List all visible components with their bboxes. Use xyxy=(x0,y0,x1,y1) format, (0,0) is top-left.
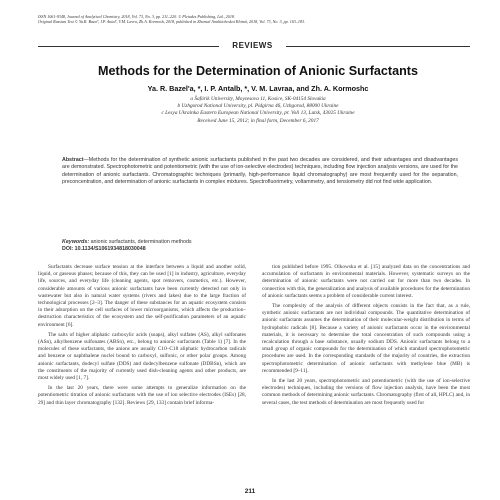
doi: DOI: 10.1134/S1061934818030048 xyxy=(62,246,146,253)
paragraph: Surfactants decrease surface tension at the interface between a liquid and another solid, liquid, or gaseous phases; because of this, they can be used [1] in industry, agriculture, everyday life, sources, and everyday life (cleaning agents, spot removers, cosmetics, etc.). However, considerable amounts of various anionic surfactants have been currently detected not only in wastewater but also in natural water systems (rivers and lakes) due to the large fraction of technological processes [2–3]. The danger of these substances for an aquatic ecosystem consists in their adsorption on the cell surfaces of lower microorganisms, which affects the production–destruction characteristics of the ecosystem and the self-purification parameters of an aquatic environment [6]. xyxy=(38,264,246,328)
article-title: Methods for the Determination of Anionic Surfactants xyxy=(98,64,418,78)
abstract xyxy=(62,157,458,187)
journal-header-line: ISSN 1061-9348, Journal of Analytical Chemistry, 2018, Vol. 73, No. 3, pp. 211–220. © Pleiades Publishing, Ltd., 2018. xyxy=(38,14,235,19)
received-date: Received June 15, 2012; in final form, December 6, 2017 xyxy=(197,117,319,124)
body-column-right xyxy=(262,264,470,490)
affiliation: c Lesya Ukrainka Eastern European National University, pr. Voli 13, Lutsk, 43025 Ukraine xyxy=(161,110,355,117)
keywords-label: Keywords: xyxy=(62,239,90,245)
journal-header xyxy=(38,14,478,25)
affiliation: b Uzhgorod National University, pl. Pidgirna 46, Uzhgorod, 88000 Ukraine xyxy=(177,103,339,110)
body-column-left xyxy=(38,264,246,490)
abstract-text: —Methods for the determination of synthetic anionic surfactants published in the past two decades are considered, and their advantages and disadvantages are demonstrated. Spectrophotometric and potentiometric (with the use of ion-selective electrodes) techniques, including flow injection analysis versions, are used for the determination of anionic surfactants. Chromatographic techniques (primarily, high-performance liquid chromatography) are most frequently used for the separation, preconcentration, and determination of anionic surfactants in complex mixtures. Spectrofluorimetry, voltammetry, and tensiometry did not find wide application. xyxy=(62,157,459,186)
paragraph: The salts of higher aliphatic carboxylic acids (soaps), alkyl sulfates (AS), alkyl sulfonates (ASn), alkylbenzene sulfonates (ABSn), etc., belong to anionic surfactants (Table 1) [7]. In the molecules of these surfactants, the anions are usually C10–C18 aliphatic hydrocarbon radicals and benzene or naphthalene nuclei bound to carboxyl, sulfonic, or other polar groups. Among anionic surfactants, dodecyl sulfate (DDS) and dodecylbenzene sulfonate (DDBSn), which are the constituents of the majority of currently used dish-cleaning agents and other products, are most widely used [1, 7]. xyxy=(38,331,246,382)
article-authors: Ya. R. Bazel'a, *, I. P. Antalb, *, V. M. Lavraa, and Zh. A. Kormoshc xyxy=(147,84,369,93)
section-label: REVIEWS xyxy=(232,41,273,50)
paragraph: tion published before 1995. Olkowska et al. [15] analyzed data on the concentrations and accumulation of surfactants in environmental materials. However, systematic surveys on the determination of anionic surfactants were not carried out for more than two decades. In connection with this, the generalization and analysis of available procedures for the determination of anionic surfactants seems a problem of considerable current interest. xyxy=(262,264,470,299)
section-rule-left xyxy=(38,46,219,47)
journal-header-line: Original Russian Text © Ya.R. Bazel', I.P. Antal', V.M. Lavra, Zh.A. Kormosh, 2018, published in Zhurnal Analiticheskoi Khimii, 2018, Vol. 73, No. 3, pp. 163–183. xyxy=(38,19,306,25)
affiliations xyxy=(38,96,478,125)
page-number: 211 xyxy=(244,488,256,495)
affiliation: a Šafárik University, Moyzesova 11, Kosice, SK-04154 Slovakia xyxy=(190,96,326,102)
paragraph: In the last 20 years, spectrophotometric and potentiometric (with the use of ion-selective electrodes) techniques, including the versions of flow injection analysis, have been the most common methods of determining anionic surfactants. Chromatography (first of all, HPLC) and, in several cases, the test methods of determination are most frequently used for xyxy=(262,378,470,406)
keywords-text: anionic surfactants, determination methods xyxy=(90,239,192,245)
abstract-label: Abstract xyxy=(62,157,84,163)
keywords-block xyxy=(62,239,458,254)
section-rule-right xyxy=(286,46,470,47)
paragraph: The complexity of the analysis of different objects consists in the fact that, as a rule, synthetic anionic surfactants are not individual compounds. The quantitative determination of anionic surfactants assumes the determination of their molecular-weight distribution in terms of hydrophobic radicals [8]. Because a variety of anionic surfactants occur in the environmental materials, it is necessary to determine the total concentration of such compounds using a recalculation through a base substance, usually sodium DDS. Anionic surfactants belong to a small group of organic compounds for the determination of which standard spectrophotometric procedures are used. In the corresponding standards of the majority of countries, the extraction spectrophotometric determination of anionic surfactants with methylene blue (MB) is recommended [9–11]. xyxy=(262,303,470,374)
paragraph: In the last 20 years, there were some attempts to generalize information on the potentiometric titration of anionic surfactants with the use of ion selective electrodes (ISEs) [28, 29] and thin layer chromatography [132]. Reviews [29, 133] contain brief informa- xyxy=(38,385,246,406)
